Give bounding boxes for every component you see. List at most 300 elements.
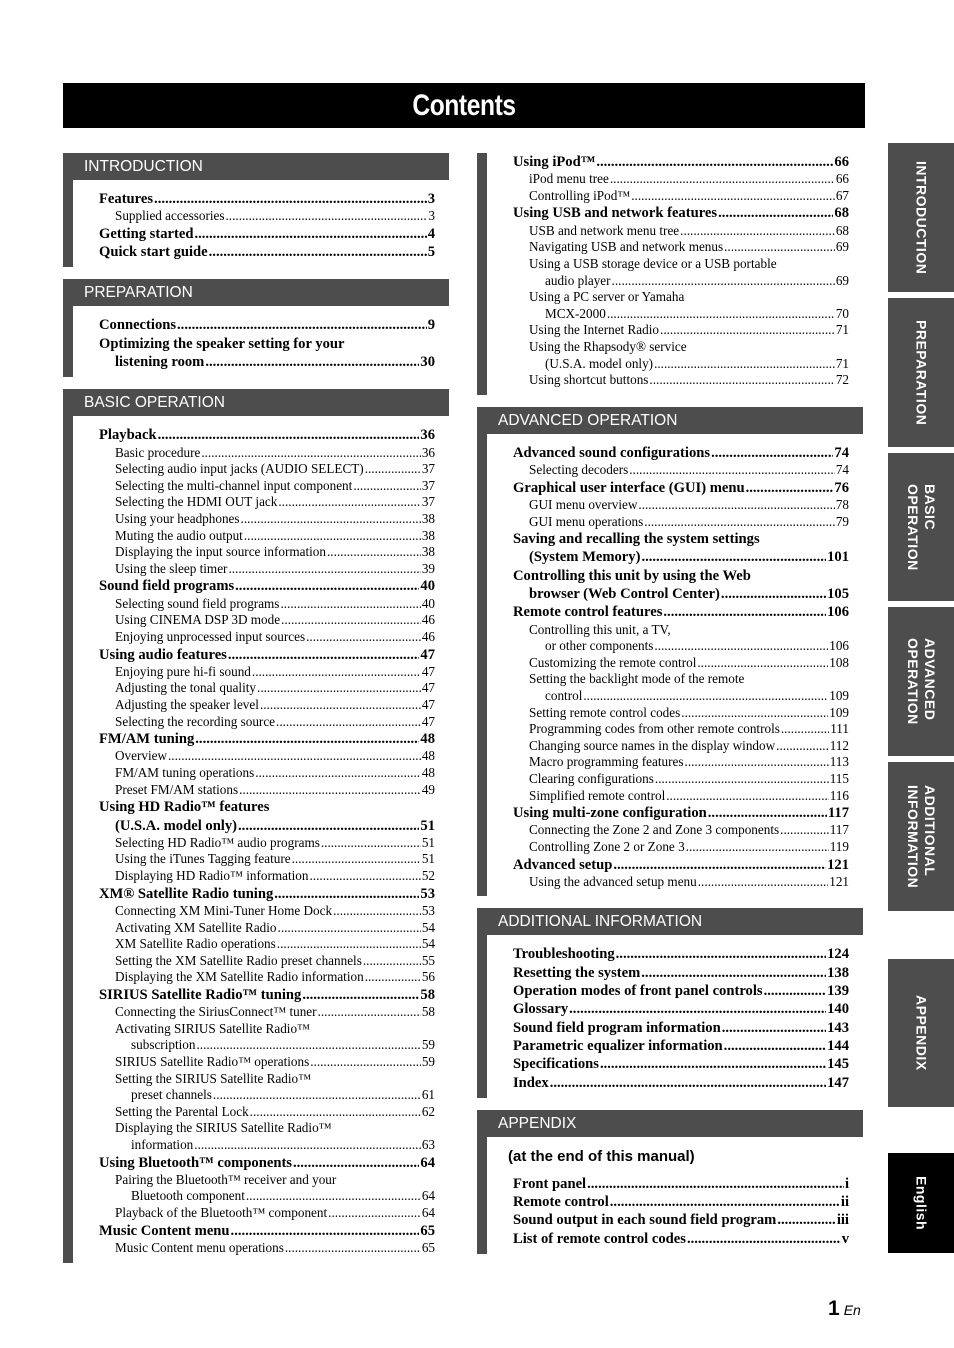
- toc-entry[interactable]: [513, 479, 849, 497]
- toc-entry-title: iPod menu tree: [529, 171, 609, 187]
- toc-entry-first-line[interactable]: Using the Rhapsody® service: [529, 338, 687, 354]
- toc-entry-page: 61: [421, 1087, 435, 1103]
- toc-entry[interactable]: [99, 426, 435, 444]
- dot-leader: [277, 936, 421, 953]
- toc-entry-title: Specifications: [513, 1056, 599, 1073]
- toc-entry-title: Using USB and network features: [513, 205, 718, 222]
- toc-entry[interactable]: [513, 738, 849, 755]
- toc-entry[interactable]: [99, 612, 435, 629]
- toc-entry-page: 65: [420, 1222, 435, 1239]
- toc-entry-title: Graphical user interface (GUI) menu: [513, 479, 745, 496]
- toc-entry[interactable]: [99, 851, 435, 868]
- toc-entry-page: 139: [827, 983, 849, 1000]
- section-introduction: [63, 153, 449, 267]
- dot-leader: [255, 765, 421, 782]
- dot-leader: [649, 372, 834, 389]
- toc-entry-title: Controlling iPod™: [529, 187, 631, 203]
- toc-entry[interactable]: [99, 1188, 435, 1205]
- toc-entry[interactable]: [99, 353, 435, 371]
- toc-entry-page: 47: [420, 646, 435, 663]
- toc-entry-title: preset channels: [131, 1087, 212, 1103]
- toc-entry-title: Displaying HD Radio™ information: [115, 868, 309, 884]
- toc-entry[interactable]: [513, 548, 849, 566]
- toc-entry-page: 38: [421, 511, 435, 527]
- toc-entry-title: FM/AM tuning operations: [115, 765, 255, 781]
- toc-entry[interactable]: [99, 528, 435, 545]
- section-entries: [477, 1175, 863, 1254]
- dot-leader: [718, 204, 833, 222]
- toc-entry[interactable]: [513, 1000, 849, 1018]
- toc-entry[interactable]: [99, 1054, 435, 1071]
- dot-leader: [260, 697, 421, 714]
- toc-entry-title: Adjusting the speaker level: [115, 696, 259, 712]
- toc-entry-first-line[interactable]: Controlling this unit by using the Web: [513, 567, 751, 584]
- toc-entry-title: Remote control features: [513, 604, 663, 621]
- dot-leader: [257, 680, 421, 697]
- toc-entry[interactable]: [99, 782, 435, 799]
- toc-entry-title: Playback of the Bluetooth™ component: [115, 1205, 328, 1221]
- toc-entry-page: 58: [421, 1004, 435, 1020]
- toc-entry-title: Remote control: [513, 1194, 609, 1211]
- toc-entry-page: 66: [834, 154, 849, 170]
- dot-leader: [721, 585, 826, 603]
- toc-entry[interactable]: [513, 1175, 849, 1193]
- toc-entry-title: Using multi-zone configuration: [513, 805, 707, 822]
- toc-entry-page: 36: [421, 444, 435, 460]
- dot-leader: [168, 748, 421, 765]
- section-heading: BASIC OPERATION: [63, 389, 449, 416]
- toc-entry-title: Preset FM/AM stations: [115, 781, 239, 797]
- toc-entry-page: 46: [421, 612, 435, 628]
- toc-entry[interactable]: [99, 445, 435, 462]
- toc-entry-title: Sound field program information: [513, 1019, 721, 1036]
- page-number-value: 1: [828, 1297, 840, 1320]
- dot-leader: [154, 190, 427, 208]
- toc-entry-title: Using iPod™: [513, 154, 596, 170]
- dot-leader: [583, 688, 828, 705]
- dot-leader: [587, 1175, 844, 1193]
- dot-leader: [687, 1230, 841, 1248]
- toc-entry-title: Playback: [99, 427, 157, 444]
- toc-entry-page: 69: [835, 272, 849, 288]
- toc-entry[interactable]: [99, 885, 435, 903]
- toc-entry-page: 52: [421, 868, 435, 884]
- toc-entry-title: Sound output in each sound field program: [513, 1212, 777, 1229]
- toc-entry-page: 71: [835, 355, 849, 371]
- toc-entry-page: v: [841, 1230, 849, 1247]
- dot-leader: [616, 945, 826, 963]
- toc-entry-page: 111: [830, 721, 849, 737]
- toc-entry[interactable]: [513, 171, 849, 188]
- toc-entry-page: 138: [827, 964, 849, 981]
- toc-entry[interactable]: [513, 822, 849, 839]
- toc-entry[interactable]: [99, 936, 435, 953]
- toc-entry[interactable]: [513, 1055, 849, 1073]
- toc-entry-first-line[interactable]: Saving and recalling the system settings: [513, 531, 760, 548]
- toc-entry-page: iii: [836, 1212, 849, 1229]
- toc-entry[interactable]: [513, 188, 849, 205]
- toc-entry-first-line[interactable]: Activating SIRIUS Satellite Radio™: [115, 1020, 310, 1036]
- toc-entry[interactable]: [99, 765, 435, 782]
- toc-entry[interactable]: [513, 771, 849, 788]
- dot-leader: [722, 1019, 826, 1037]
- toc-entry[interactable]: [99, 1004, 435, 1021]
- toc-entry[interactable]: [99, 748, 435, 765]
- toc-entry-title: Using Bluetooth™ components: [99, 1154, 292, 1171]
- section-entries: [63, 416, 449, 1262]
- toc-entry[interactable]: [513, 153, 849, 171]
- toc-entry-page: 105: [827, 585, 849, 602]
- toc-entry-page: 51: [420, 817, 435, 834]
- dot-leader: [629, 462, 835, 479]
- dot-leader: [631, 188, 835, 205]
- toc-entry-title: Music Content menu: [99, 1222, 230, 1239]
- toc-entry-first-line[interactable]: Using a USB storage device or a USB portable: [529, 255, 777, 271]
- toc-entry[interactable]: [99, 1154, 435, 1172]
- side-tab-advanced-operation[interactable]: ADVANCED OPERATION: [888, 607, 954, 756]
- toc-entry-page: 116: [829, 787, 849, 803]
- toc-entry-page: 74: [835, 462, 849, 478]
- toc-entry-title: Programming codes from other remote controls: [529, 721, 780, 737]
- toc-entry[interactable]: [99, 1104, 435, 1121]
- dot-leader: [764, 982, 827, 1000]
- toc-entry-page: 36: [420, 427, 435, 444]
- dot-leader: [321, 835, 421, 852]
- toc-entry[interactable]: [513, 856, 849, 874]
- toc-entry-first-line[interactable]: Pairing the Bluetooth™ receiver and your: [115, 1171, 337, 1187]
- dot-leader: [328, 1205, 421, 1222]
- toc-entry-page: 51: [421, 834, 435, 850]
- section-entries: [477, 935, 863, 1097]
- section-heading: ADDITIONAL INFORMATION: [477, 908, 863, 935]
- toc-entry-page: 106: [827, 604, 849, 621]
- toc-entry-title: Using the sleep timer: [115, 560, 228, 576]
- toc-entry-page: 145: [827, 1056, 849, 1073]
- dot-leader: [158, 426, 420, 444]
- dot-leader: [226, 208, 428, 225]
- toc-entry[interactable]: [99, 596, 435, 613]
- toc-entry-page: 47: [421, 663, 435, 679]
- section-heading: ADVANCED OPERATION: [477, 407, 863, 434]
- toc-entry[interactable]: [99, 697, 435, 714]
- dot-leader: [281, 612, 421, 629]
- toc-entry[interactable]: [513, 514, 849, 531]
- dot-leader: [638, 497, 834, 514]
- toc-entry-title: Using the iTunes Tagging feature: [115, 851, 291, 867]
- section-note: (at the end of this manual): [477, 1137, 863, 1175]
- toc-entry[interactable]: [99, 1037, 435, 1054]
- toc-entry-page: 71: [835, 322, 849, 338]
- toc-entry-title: Using CINEMA DSP 3D mode: [115, 612, 281, 628]
- toc-entry-title: listening room: [115, 354, 205, 371]
- toc-entry[interactable]: [99, 577, 435, 595]
- dot-leader: [724, 1037, 826, 1055]
- toc-entry[interactable]: [513, 655, 849, 672]
- toc-entry[interactable]: [513, 804, 849, 822]
- toc-entry-title: Navigating USB and network menus: [529, 239, 724, 255]
- toc-entry[interactable]: [99, 208, 435, 225]
- toc-entry-title: Simplified remote control: [529, 787, 666, 803]
- toc-entry-page: 55: [421, 952, 435, 968]
- section-entries: [477, 153, 863, 395]
- toc-entry-page: 4: [427, 225, 435, 242]
- side-tab-introduction[interactable]: INTRODUCTION: [888, 143, 954, 292]
- toc-entry-title: Selecting HD Radio™ audio programs: [115, 834, 320, 850]
- toc-entry-page: 59: [421, 1037, 435, 1053]
- toc-entry-page: 9: [427, 317, 435, 334]
- toc-entry-page: 79: [835, 513, 849, 529]
- dot-leader: [194, 225, 426, 243]
- toc-entry[interactable]: [513, 964, 849, 982]
- toc-entry[interactable]: [513, 239, 849, 256]
- toc-entry[interactable]: [99, 1222, 435, 1240]
- toc-entry[interactable]: [99, 646, 435, 664]
- toc-entry[interactable]: [513, 585, 849, 603]
- toc-entry-title: Basic procedure: [115, 444, 201, 460]
- toc-entry-title: Getting started: [99, 225, 194, 242]
- dot-leader: [654, 356, 835, 373]
- dot-leader: [777, 1211, 836, 1229]
- toc-entry[interactable]: [99, 953, 435, 970]
- dot-leader: [276, 714, 421, 731]
- toc-entry-title: Using audio features: [99, 646, 227, 663]
- toc-entry[interactable]: [99, 1137, 435, 1154]
- toc-entry-first-line[interactable]: Displaying the SIRIUS Satellite Radio™: [115, 1120, 332, 1136]
- dot-leader: [302, 986, 419, 1004]
- toc-entry-title: FM/AM tuning: [99, 731, 195, 748]
- toc-entry-page: 58: [420, 986, 435, 1003]
- side-tab-english[interactable]: English: [888, 1153, 954, 1253]
- dot-leader: [231, 1222, 420, 1240]
- toc-entry[interactable]: [513, 754, 849, 771]
- toc-entry[interactable]: [513, 444, 849, 462]
- toc-entry-title: Activating XM Satellite Radio: [115, 919, 277, 935]
- toc-entry[interactable]: [99, 190, 435, 208]
- toc-entry-page: 37: [421, 461, 435, 477]
- side-tab-preparation[interactable]: PREPARATION: [888, 298, 954, 447]
- dot-leader: [250, 1104, 421, 1121]
- dot-leader: [746, 479, 834, 497]
- toc-entry-title: MCX-2000: [545, 305, 606, 321]
- dot-leader: [363, 953, 421, 970]
- toc-entry[interactable]: [99, 680, 435, 697]
- dot-leader: [686, 839, 829, 856]
- toc-entry[interactable]: [99, 1205, 435, 1222]
- toc-entry[interactable]: [513, 688, 849, 705]
- toc-entry-title: audio player: [545, 272, 611, 288]
- toc-entry-title: Quick start guide: [99, 244, 208, 261]
- dot-leader: [195, 730, 419, 748]
- toc-entry[interactable]: [99, 243, 435, 261]
- toc-entry-page: 78: [835, 496, 849, 512]
- toc-entry-title: browser (Web Control Center): [529, 585, 720, 602]
- toc-entry-page: 65: [421, 1239, 435, 1255]
- toc-entry[interactable]: [513, 1193, 849, 1211]
- toc-entry-title: Using shortcut buttons: [529, 372, 649, 388]
- dot-leader: [201, 445, 420, 462]
- toc-entry[interactable]: [513, 788, 849, 805]
- toc-entry-page: 51: [421, 851, 435, 867]
- toc-entry-title: Displaying the input source information: [115, 544, 326, 560]
- dot-leader: [641, 964, 826, 982]
- toc-entry-title: Selecting audio input jacks (AUDIO SELECT): [115, 461, 364, 477]
- dot-leader: [274, 885, 419, 903]
- dot-leader: [550, 1074, 826, 1092]
- dot-leader: [711, 444, 833, 462]
- toc-entry-page: 70: [835, 305, 849, 321]
- toc-entry[interactable]: [513, 223, 849, 240]
- side-tab-basic-operation[interactable]: BASIC OPERATION: [888, 453, 954, 601]
- toc-entry[interactable]: [99, 868, 435, 885]
- toc-entry-title: XM® Satellite Radio tuning: [99, 885, 274, 902]
- toc-entry[interactable]: [513, 945, 849, 963]
- toc-entry-page: 66: [835, 171, 849, 187]
- toc-entry[interactable]: [99, 1240, 435, 1257]
- section-basic-operation: [63, 389, 449, 1262]
- toc-entry-page: 48: [421, 748, 435, 764]
- toc-entry[interactable]: [99, 730, 435, 748]
- dot-leader: [644, 514, 835, 531]
- toc-entry-title: Displaying the XM Satellite Radio information: [115, 969, 364, 985]
- toc-entry-first-line[interactable]: Optimizing the speaker setting for your: [99, 335, 345, 352]
- toc-entry-page: 113: [829, 754, 849, 770]
- toc-entry[interactable]: [99, 969, 435, 986]
- dot-leader: [610, 171, 835, 188]
- toc-entry-page: 117: [829, 822, 849, 838]
- dot-leader: [228, 646, 420, 664]
- toc-entry[interactable]: [513, 1019, 849, 1037]
- toc-entry-page: 68: [835, 222, 849, 238]
- toc-entry[interactable]: [99, 835, 435, 852]
- toc-entry[interactable]: [513, 982, 849, 1000]
- toc-entry-page: 38: [421, 544, 435, 560]
- toc-entry[interactable]: [513, 721, 849, 738]
- toc-entry-page: 54: [421, 919, 435, 935]
- toc-entry[interactable]: [99, 903, 435, 920]
- toc-entry-page: 69: [835, 239, 849, 255]
- toc-entry[interactable]: [99, 1087, 435, 1104]
- dot-leader: [681, 705, 828, 722]
- toc-entry-title: Bluetooth component: [131, 1188, 245, 1204]
- dot-leader: [235, 577, 419, 595]
- toc-entry-title: Clearing configurations: [529, 770, 654, 786]
- toc-entry-page: 63: [421, 1136, 435, 1152]
- toc-entry-first-line[interactable]: Using a PC server or Yamaha: [529, 289, 685, 305]
- toc-entry-title: Parametric equalizer information: [513, 1037, 723, 1054]
- dot-leader: [660, 322, 835, 339]
- toc-entry[interactable]: [99, 461, 435, 478]
- toc-entry[interactable]: [513, 1230, 849, 1248]
- toc-entry-page: 3: [427, 191, 435, 207]
- toc-entry[interactable]: [99, 986, 435, 1004]
- dot-leader: [600, 1055, 826, 1073]
- section-entries: [477, 434, 863, 897]
- toc-entry[interactable]: [513, 705, 849, 722]
- toc-entry[interactable]: [513, 306, 849, 323]
- dot-leader: [246, 1188, 421, 1205]
- side-tab-appendix[interactable]: APPENDIX: [888, 959, 954, 1107]
- toc-entry-first-line[interactable]: Setting the backlight mode of the remote: [529, 671, 745, 687]
- toc-entry-title: Adjusting the tonal quality: [115, 680, 257, 696]
- toc-entry[interactable]: [99, 478, 435, 495]
- toc-entry[interactable]: [513, 356, 849, 373]
- toc-entry-title: control: [545, 687, 583, 703]
- dot-leader: [776, 738, 829, 755]
- toc-entry[interactable]: [513, 322, 849, 339]
- toc-entry-page: 101: [827, 549, 849, 566]
- toc-entry-title: USB and network menu tree: [529, 222, 680, 238]
- toc-entry-page: 46: [421, 628, 435, 644]
- toc-entry[interactable]: [513, 497, 849, 514]
- section-preparation: [63, 279, 449, 377]
- toc-entry-title: Troubleshooting: [513, 946, 615, 963]
- toc-entry[interactable]: [99, 544, 435, 561]
- toc-entry[interactable]: [99, 316, 435, 334]
- toc-entry[interactable]: [513, 603, 849, 621]
- toc-entry-page: 68: [834, 205, 849, 222]
- dot-leader: [663, 603, 826, 621]
- toc-entry[interactable]: [513, 273, 849, 290]
- toc-entry-page: 121: [829, 873, 849, 889]
- toc-entry[interactable]: [99, 511, 435, 528]
- toc-entry[interactable]: [99, 494, 435, 511]
- toc-entry[interactable]: [513, 204, 849, 222]
- toc-entry-title: Advanced sound configurations: [513, 444, 711, 461]
- toc-entry[interactable]: [99, 225, 435, 243]
- dot-leader: [654, 638, 828, 655]
- toc-entry[interactable]: [99, 561, 435, 578]
- toc-entry-page: 62: [421, 1103, 435, 1119]
- toc-entry-page: 5: [427, 244, 435, 261]
- toc-entry[interactable]: [513, 638, 849, 655]
- dot-leader: [708, 804, 827, 822]
- toc-entry[interactable]: [513, 1211, 849, 1229]
- toc-entry[interactable]: [513, 874, 849, 891]
- toc-entry-title: Changing source names in the display window: [529, 737, 776, 753]
- toc-entry[interactable]: [513, 462, 849, 479]
- dot-leader: [365, 969, 421, 986]
- dot-leader: [685, 754, 829, 771]
- toc-entry-first-line[interactable]: Using HD Radio™ features: [99, 799, 270, 816]
- toc-entry[interactable]: [99, 817, 435, 835]
- toc-entry-title: XM Satellite Radio operations: [115, 936, 276, 952]
- toc-entry[interactable]: [513, 839, 849, 856]
- toc-entry-page: 40: [420, 578, 435, 595]
- dot-leader: [680, 223, 835, 240]
- dot-leader: [569, 1000, 826, 1018]
- toc-entry[interactable]: [513, 372, 849, 389]
- toc-entry-page: 64: [421, 1205, 435, 1221]
- side-tab-additional-information[interactable]: ADDITIONAL INFORMATION: [888, 762, 954, 911]
- toc-entry-page: 147: [827, 1074, 849, 1091]
- toc-entry[interactable]: [513, 1074, 849, 1092]
- toc-entry-title: Connecting the Zone 2 and Zone 3 components: [529, 822, 780, 838]
- toc-entry[interactable]: [99, 664, 435, 681]
- toc-entry[interactable]: [513, 1037, 849, 1055]
- toc-entry-page: 47: [421, 696, 435, 712]
- toc-entry-first-line[interactable]: Controlling this unit, a TV,: [529, 621, 671, 637]
- toc-entry-page: 38: [421, 527, 435, 543]
- toc-entry-title: GUI menu operations: [529, 513, 644, 529]
- page-language: En: [843, 1302, 861, 1318]
- toc-entry[interactable]: [99, 920, 435, 937]
- dot-leader: [698, 874, 828, 891]
- toc-entry[interactable]: [99, 714, 435, 731]
- toc-entry[interactable]: [99, 629, 435, 646]
- toc-entry-first-line[interactable]: Setting the SIRIUS Satellite Radio™: [115, 1070, 312, 1086]
- toc-entry-title: SIRIUS Satellite Radio™ operations: [115, 1053, 310, 1069]
- toc-entry-title: Features: [99, 191, 154, 207]
